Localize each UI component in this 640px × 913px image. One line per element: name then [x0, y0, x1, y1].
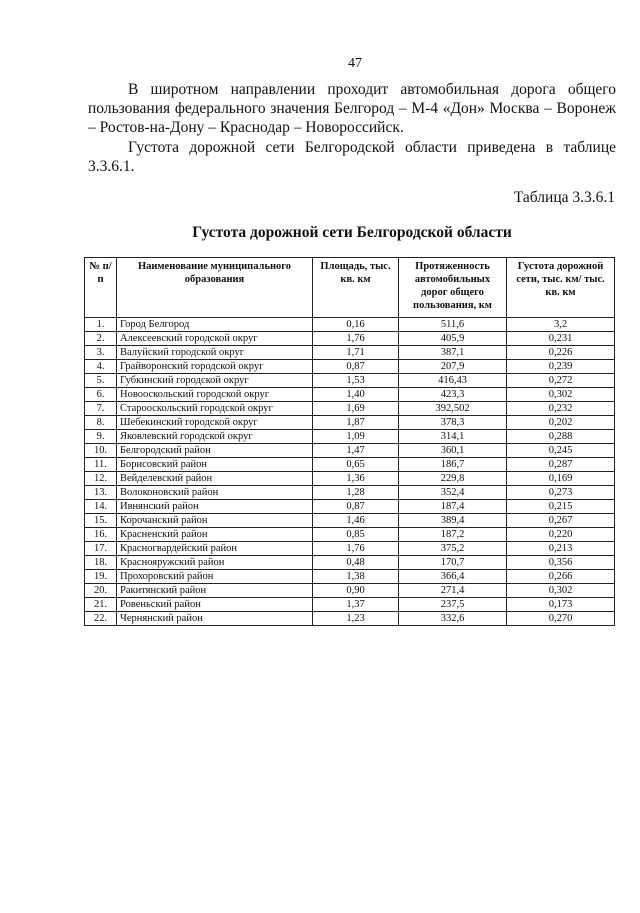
- row-road-length: 378,3: [399, 416, 507, 430]
- header-density: Густота дорожной сети, тыс. км/ тыс. кв. км: [507, 258, 615, 318]
- row-density: 0,287: [507, 458, 615, 472]
- row-number: 3.: [85, 346, 117, 360]
- row-density: 3,2: [507, 318, 615, 332]
- table-title: Густота дорожной сети Белгородской области: [192, 224, 512, 241]
- table-reference-label: Таблица 3.3.6.1: [513, 189, 615, 206]
- row-road-length: 375,2: [399, 542, 507, 556]
- row-number: 1.: [85, 318, 117, 332]
- row-area: 1,38: [313, 570, 399, 584]
- row-number: 9.: [85, 430, 117, 444]
- table-header-row: [85, 258, 615, 318]
- row-municipality: Грайворонский городской округ: [117, 360, 313, 374]
- row-municipality: Ракитянский район: [117, 584, 313, 598]
- row-density: 0,169: [507, 472, 615, 486]
- table-row: [85, 584, 615, 598]
- row-density: 0,231: [507, 332, 615, 346]
- row-number: 17.: [85, 542, 117, 556]
- row-area: 0,48: [313, 556, 399, 570]
- row-road-length: 229,8: [399, 472, 507, 486]
- row-density: 0,173: [507, 598, 615, 612]
- row-density: 0,220: [507, 528, 615, 542]
- table-row: [85, 402, 615, 416]
- row-municipality: Алексеевский городской округ: [117, 332, 313, 346]
- row-municipality: Волоконовский район: [117, 486, 313, 500]
- row-number: 6.: [85, 388, 117, 402]
- row-area: 0,85: [313, 528, 399, 542]
- row-road-length: 389,4: [399, 514, 507, 528]
- paragraph-road-direction: В широтном направлении проходит автомобильная дорога общего пользования федерального значения Белгород – М-4 «Дон» Москва – Воронеж – Ростов-на-Дону – Краснодар – Новороссийск.: [88, 81, 616, 136]
- header-municipality: Наименование муниципального образования: [117, 258, 313, 318]
- row-area: 1,87: [313, 416, 399, 430]
- row-road-length: 332,6: [399, 612, 507, 626]
- row-road-length: 387,1: [399, 346, 507, 360]
- row-area: 1,69: [313, 402, 399, 416]
- row-area: 0,87: [313, 360, 399, 374]
- row-number: 4.: [85, 360, 117, 374]
- row-area: 1,23: [313, 612, 399, 626]
- row-number: 18.: [85, 556, 117, 570]
- row-road-length: 271,4: [399, 584, 507, 598]
- row-road-length: 392,502: [399, 402, 507, 416]
- row-number: 22.: [85, 612, 117, 626]
- table-row: [85, 528, 615, 542]
- row-municipality: Красненский район: [117, 528, 313, 542]
- row-area: 1,53: [313, 374, 399, 388]
- table-row: [85, 346, 615, 360]
- row-area: 1,28: [313, 486, 399, 500]
- row-number: 21.: [85, 598, 117, 612]
- row-density: 0,356: [507, 556, 615, 570]
- row-municipality: Прохоровский район: [117, 570, 313, 584]
- row-density: 0,245: [507, 444, 615, 458]
- table-body: [85, 318, 615, 626]
- table-row: [85, 444, 615, 458]
- row-area: 1,71: [313, 346, 399, 360]
- row-number: 8.: [85, 416, 117, 430]
- row-road-length: 352,4: [399, 486, 507, 500]
- row-number: 11.: [85, 458, 117, 472]
- row-road-length: 237,5: [399, 598, 507, 612]
- row-road-length: 170,7: [399, 556, 507, 570]
- row-number: 19.: [85, 570, 117, 584]
- row-density: 0,266: [507, 570, 615, 584]
- row-number: 14.: [85, 500, 117, 514]
- row-density: 0,215: [507, 500, 615, 514]
- table-row: [85, 472, 615, 486]
- row-municipality: Старооскольский городской округ: [117, 402, 313, 416]
- table-row: [85, 360, 615, 374]
- table-row: [85, 458, 615, 472]
- row-municipality: Красногвардейский район: [117, 542, 313, 556]
- row-road-length: 187,2: [399, 528, 507, 542]
- row-road-length: 366,4: [399, 570, 507, 584]
- row-municipality: Новооскольский городской округ: [117, 388, 313, 402]
- header-road-length: Протяженность автомобильных дорог общего пользования, км: [399, 258, 507, 318]
- row-area: 0,87: [313, 500, 399, 514]
- row-density: 0,270: [507, 612, 615, 626]
- row-municipality: Ивнянский район: [117, 500, 313, 514]
- table-row: [85, 570, 615, 584]
- row-density: 0,267: [507, 514, 615, 528]
- row-area: 1,76: [313, 332, 399, 346]
- row-area: 0,16: [313, 318, 399, 332]
- row-area: 1,36: [313, 472, 399, 486]
- row-density: 0,288: [507, 430, 615, 444]
- row-number: 13.: [85, 486, 117, 500]
- row-municipality: Город Белгород: [117, 318, 313, 332]
- row-municipality: Борисовский район: [117, 458, 313, 472]
- row-area: 1,76: [313, 542, 399, 556]
- table-row: [85, 374, 615, 388]
- table-row: [85, 500, 615, 514]
- row-road-length: 187,4: [399, 500, 507, 514]
- row-road-length: 207,9: [399, 360, 507, 374]
- table-row: [85, 332, 615, 346]
- row-road-length: 405,9: [399, 332, 507, 346]
- table-row: [85, 318, 615, 332]
- table-row: [85, 556, 615, 570]
- row-density: 0,232: [507, 402, 615, 416]
- row-municipality: Валуйский городской округ: [117, 346, 313, 360]
- row-area: 1,47: [313, 444, 399, 458]
- row-area: 1,09: [313, 430, 399, 444]
- row-density: 0,273: [507, 486, 615, 500]
- table-row: [85, 598, 615, 612]
- row-number: 16.: [85, 528, 117, 542]
- row-density: 0,302: [507, 388, 615, 402]
- row-density: 0,213: [507, 542, 615, 556]
- row-area: 1,40: [313, 388, 399, 402]
- table-row: [85, 388, 615, 402]
- row-road-length: 314,1: [399, 430, 507, 444]
- row-density: 0,202: [507, 416, 615, 430]
- header-number: № п/п: [85, 258, 117, 318]
- row-municipality: Ровеньский район: [117, 598, 313, 612]
- row-number: 5.: [85, 374, 117, 388]
- row-number: 20.: [85, 584, 117, 598]
- row-municipality: Краснояружский район: [117, 556, 313, 570]
- table-row: [85, 430, 615, 444]
- header-area: Площадь, тыс. кв. км: [313, 258, 399, 318]
- row-road-length: 423,3: [399, 388, 507, 402]
- table-row: [85, 416, 615, 430]
- row-road-length: 360,1: [399, 444, 507, 458]
- row-municipality: Шебекинский городской округ: [117, 416, 313, 430]
- row-municipality: Губкинский городской округ: [117, 374, 313, 388]
- table-row: [85, 486, 615, 500]
- row-road-length: 511,6: [399, 318, 507, 332]
- row-municipality: Яковлевский городской округ: [117, 430, 313, 444]
- table-row: [85, 612, 615, 626]
- row-area: 0,65: [313, 458, 399, 472]
- paragraph-density-reference: Густота дорожной сети Белгородской области приведена в таблице 3.3.6.1.: [88, 139, 616, 175]
- row-area: 1,37: [313, 598, 399, 612]
- row-number: 12.: [85, 472, 117, 486]
- row-density: 0,272: [507, 374, 615, 388]
- row-municipality: Чернянский район: [117, 612, 313, 626]
- row-area: 0,90: [313, 584, 399, 598]
- row-municipality: Вейделевский район: [117, 472, 313, 486]
- row-number: 15.: [85, 514, 117, 528]
- road-density-table: [84, 257, 615, 626]
- row-number: 10.: [85, 444, 117, 458]
- row-area: 1,46: [313, 514, 399, 528]
- row-density: 0,302: [507, 584, 615, 598]
- row-number: 2.: [85, 332, 117, 346]
- table-row: [85, 514, 615, 528]
- row-road-length: 186,7: [399, 458, 507, 472]
- page-number: 47: [348, 56, 362, 71]
- row-municipality: Белгородский район: [117, 444, 313, 458]
- row-density: 0,239: [507, 360, 615, 374]
- row-number: 7.: [85, 402, 117, 416]
- row-municipality: Корочанский район: [117, 514, 313, 528]
- row-density: 0,226: [507, 346, 615, 360]
- table-row: [85, 542, 615, 556]
- row-road-length: 416,43: [399, 374, 507, 388]
